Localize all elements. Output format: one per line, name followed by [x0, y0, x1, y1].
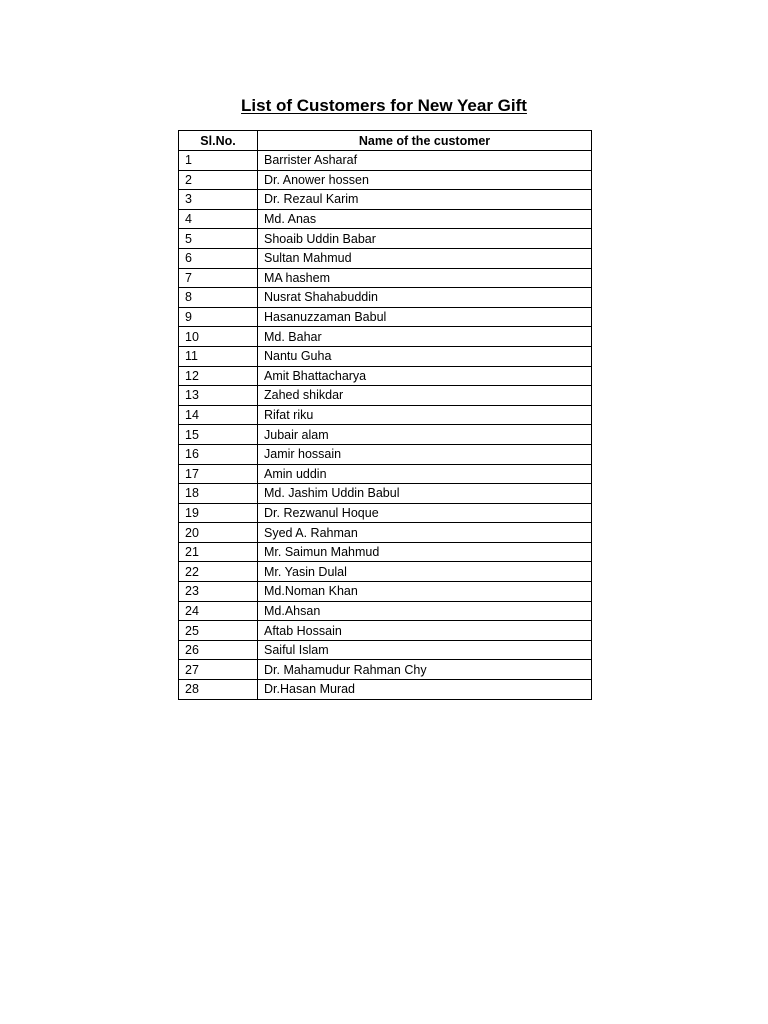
- customer-name-cell: Md. Anas: [258, 209, 592, 229]
- customer-name-cell: Syed A. Rahman: [258, 523, 592, 543]
- customer-name-cell: Md.Ahsan: [258, 601, 592, 621]
- table-row: [179, 503, 592, 523]
- customer-name-cell: Jamir hossain: [258, 444, 592, 464]
- serial-cell: 12: [179, 366, 258, 386]
- serial-cell: 9: [179, 307, 258, 327]
- customer-name-cell: Sultan Mahmud: [258, 248, 592, 268]
- table-row: [179, 248, 592, 268]
- customer-name-cell: Mr. Saimun Mahmud: [258, 542, 592, 562]
- customer-name-cell: Aftab Hossain: [258, 621, 592, 641]
- table-row: [179, 562, 592, 582]
- table-row: [179, 680, 592, 700]
- table-row: [179, 307, 592, 327]
- serial-cell: 23: [179, 582, 258, 602]
- table-row: [179, 151, 592, 171]
- serial-cell: 26: [179, 640, 258, 660]
- serial-cell: 1: [179, 151, 258, 171]
- customer-name-cell: Nusrat Shahabuddin: [258, 288, 592, 308]
- customer-name-cell: Nantu Guha: [258, 346, 592, 366]
- table-row: [179, 601, 592, 621]
- customer-name-cell: Md. Jashim Uddin Babul: [258, 484, 592, 504]
- document-title-text: List of Customers for New Year Gift: [241, 96, 527, 115]
- serial-cell: 11: [179, 346, 258, 366]
- serial-cell: 6: [179, 248, 258, 268]
- serial-cell: 22: [179, 562, 258, 582]
- table-row: [179, 405, 592, 425]
- table-row: [179, 346, 592, 366]
- customer-table: [178, 130, 592, 700]
- table-header-row: [179, 131, 592, 151]
- customer-name-cell: Dr.Hasan Murad: [258, 680, 592, 700]
- table-row: [179, 209, 592, 229]
- customer-name-cell: Shoaib Uddin Babar: [258, 229, 592, 249]
- table-row: [179, 327, 592, 347]
- customer-name-cell: Dr. Rezwanul Hoque: [258, 503, 592, 523]
- serial-cell: 24: [179, 601, 258, 621]
- header-serial-number: Sl.No.: [179, 131, 258, 151]
- customer-name-cell: MA hashem: [258, 268, 592, 288]
- serial-cell: 21: [179, 542, 258, 562]
- customer-table-body: [179, 151, 592, 700]
- customer-name-cell: Rifat riku: [258, 405, 592, 425]
- serial-cell: 13: [179, 386, 258, 406]
- table-row: [179, 425, 592, 445]
- table-row: [179, 621, 592, 641]
- table-row: [179, 464, 592, 484]
- serial-cell: 19: [179, 503, 258, 523]
- table-row: [179, 366, 592, 386]
- customer-name-cell: Zahed shikdar: [258, 386, 592, 406]
- serial-cell: 20: [179, 523, 258, 543]
- customer-name-cell: Saiful Islam: [258, 640, 592, 660]
- table-row: [179, 660, 592, 680]
- customer-name-cell: Dr. Anower hossen: [258, 170, 592, 190]
- serial-cell: 10: [179, 327, 258, 347]
- serial-cell: 28: [179, 680, 258, 700]
- customer-name-cell: Dr. Rezaul Karim: [258, 190, 592, 210]
- serial-cell: 17: [179, 464, 258, 484]
- customer-name-cell: Mr. Yasin Dulal: [258, 562, 592, 582]
- table-row: [179, 582, 592, 602]
- table-row: [179, 484, 592, 504]
- serial-cell: 5: [179, 229, 258, 249]
- table-row: [179, 190, 592, 210]
- customer-name-cell: Jubair alam: [258, 425, 592, 445]
- serial-cell: 15: [179, 425, 258, 445]
- customer-name-cell: Dr. Mahamudur Rahman Chy: [258, 660, 592, 680]
- serial-cell: 27: [179, 660, 258, 680]
- serial-cell: 2: [179, 170, 258, 190]
- table-row: [179, 542, 592, 562]
- serial-cell: 4: [179, 209, 258, 229]
- customer-name-cell: Md.Noman Khan: [258, 582, 592, 602]
- table-row: [179, 444, 592, 464]
- serial-cell: 18: [179, 484, 258, 504]
- serial-cell: 25: [179, 621, 258, 641]
- customer-name-cell: Hasanuzzaman Babul: [258, 307, 592, 327]
- table-row: [179, 523, 592, 543]
- table-row: [179, 170, 592, 190]
- serial-cell: 8: [179, 288, 258, 308]
- serial-cell: 14: [179, 405, 258, 425]
- serial-cell: 3: [179, 190, 258, 210]
- table-row: [179, 268, 592, 288]
- table-row: [179, 288, 592, 308]
- table-row: [179, 229, 592, 249]
- customer-name-cell: Amit Bhattacharya: [258, 366, 592, 386]
- customer-name-cell: Barrister Asharaf: [258, 151, 592, 171]
- serial-cell: 16: [179, 444, 258, 464]
- header-customer-name: Name of the customer: [258, 131, 592, 151]
- customer-name-cell: Amin uddin: [258, 464, 592, 484]
- customer-name-cell: Md. Bahar: [258, 327, 592, 347]
- document-title: [0, 95, 768, 117]
- table-row: [179, 640, 592, 660]
- serial-cell: 7: [179, 268, 258, 288]
- table-row: [179, 386, 592, 406]
